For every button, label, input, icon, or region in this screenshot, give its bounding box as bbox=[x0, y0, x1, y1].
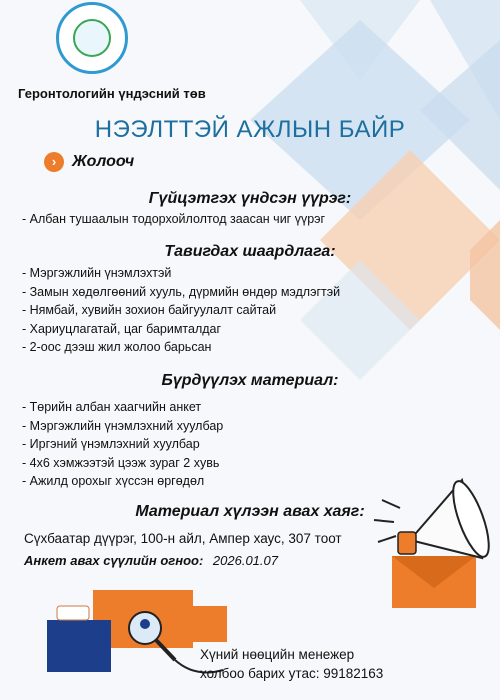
recruitment-illustration bbox=[45, 588, 230, 678]
main-duty-heading: Гүйцэтгэх үндсэн үүрэг: bbox=[148, 190, 352, 207]
chevron-right-icon: › bbox=[44, 152, 64, 172]
documents-list bbox=[22, 398, 223, 491]
position-row bbox=[44, 152, 134, 172]
address-heading: Материал хүлээн авах хаяг: bbox=[135, 503, 365, 520]
address-text: Сүхбаатар дүүрэг, 100-н айл, Ампер хаус, 307 тоот bbox=[24, 531, 342, 546]
contact-phone: холбоо барих утас: 99182163 bbox=[200, 666, 384, 681]
deadline bbox=[24, 553, 278, 568]
list-item: - Төрийн албан хаагчийн анкет bbox=[22, 400, 202, 414]
main-duty-list bbox=[22, 210, 325, 229]
organization-name: Геронтологийн үндэсний төв bbox=[18, 86, 206, 101]
list-item: - Хариуцлагатай, цаг баримталдаг bbox=[22, 321, 222, 336]
logo-emblem-icon bbox=[73, 19, 111, 57]
contact-role: Хүний нөөцийн менежер bbox=[200, 647, 355, 662]
megaphone-icon bbox=[370, 470, 500, 610]
list-item: - Мэргэжлийн үнэмлэхтэй bbox=[22, 266, 172, 280]
page-title: НЭЭЛТТЭЙ АЖЛЫН БАЙР bbox=[94, 116, 406, 143]
list-item: - Ажилд орохыг хүссэн өргөдөл bbox=[22, 474, 205, 488]
requirements-list bbox=[22, 264, 340, 357]
list-item: - Нямбай, хувийн зохион байгуулалт сайтай bbox=[22, 303, 277, 317]
list-item: - Замын хөдөлгөөний хууль, дүрмийн өндөр мэдлэгтэй bbox=[22, 284, 341, 299]
list-item: - Иргэний үнэмлэхний хуулбар bbox=[22, 437, 200, 451]
documents-heading: Бүрдүүлэх материал: bbox=[161, 372, 339, 389]
deadline-value: 2026.01.07 bbox=[212, 553, 278, 568]
requirements-heading: Тавигдах шаардлага: bbox=[164, 243, 336, 260]
list-item: - Албан тушаалын тодорхойлолтод заасан чиг үүрэг bbox=[22, 212, 326, 226]
organization-logo bbox=[56, 2, 128, 74]
deadline-label: Анкет авах сүүлийн огноо: bbox=[24, 553, 204, 568]
list-item: - Мэргэжлийн үнэмлэхний хуулбар bbox=[22, 418, 224, 433]
list-item: - 2-оос дээш жил жолоо барьсан bbox=[22, 340, 212, 354]
position-name: Жолооч bbox=[72, 153, 135, 170]
list-item: - 4x6 хэмжээтэй цээж зураг 2 хувь bbox=[22, 455, 220, 470]
